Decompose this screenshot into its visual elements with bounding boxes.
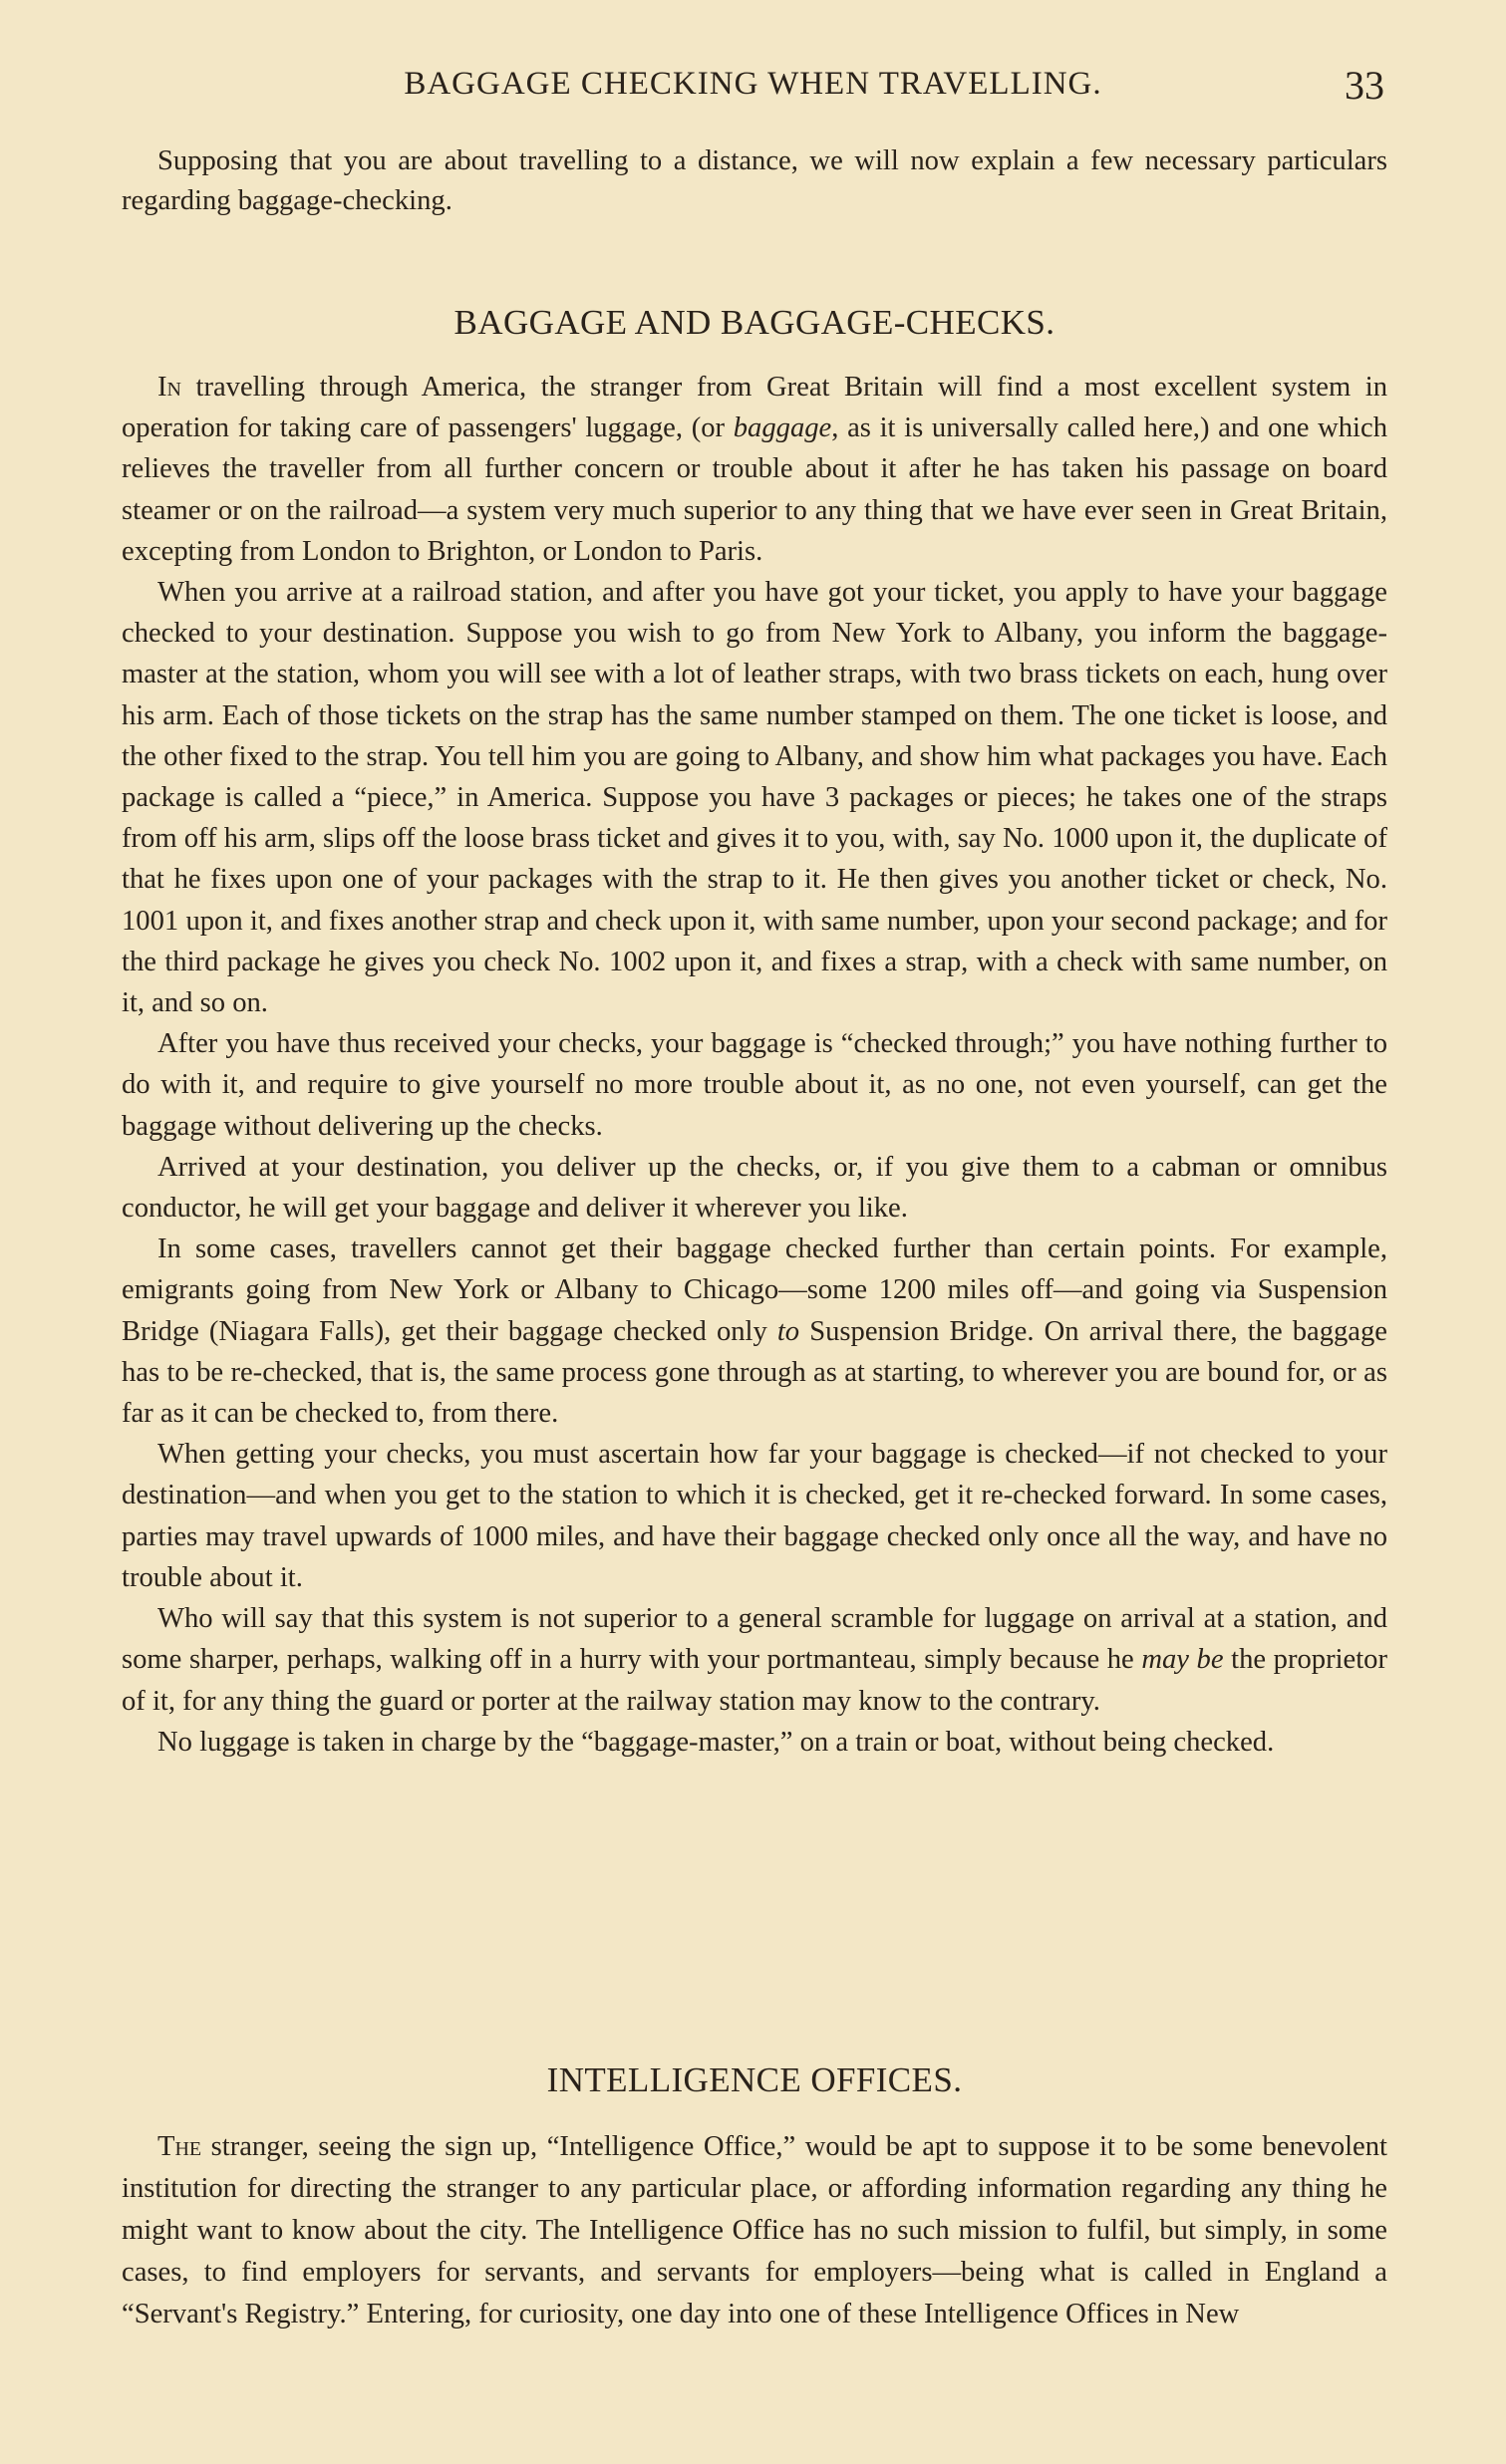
section-heading-baggage: BAGGAGE AND BAGGAGE-CHECKS. <box>453 303 1055 342</box>
page-number: 33 <box>1345 63 1384 108</box>
running-title: BAGGAGE CHECKING WHEN TRAVELLING. <box>404 66 1102 102</box>
section-heading-intelligence-offices: INTELLIGENCE OFFICES. <box>546 2060 963 2099</box>
intro-paragraph <box>122 141 1387 221</box>
paragraph: The stranger, seeing the sign up, “Intelligence Office,” would be apt to suppose it to be some benevolent institution for directing the stranger to any particular place, or affording information regarding any thing he might want to know about the city. The Intelligence Office has no such mission to fulfil, but simply, in some cases, to find employers for servants, and servants for employers—being what is called in England a “Servant's Registry.” Entering, for curiosity, one day into one of these Intelligence Offices in New <box>122 2131 1387 2329</box>
paragraph: After you have thus received your checks, your baggage is “checked through;” you have nothing further to do with it, and require to give yourself no more trouble about it, as no one, not even yourself, can get the baggage without delivering up the checks. <box>122 1028 1387 1142</box>
intro-text: Supposing that you are about travelling to a distance, we will now explain a few necessary particulars regarding baggage-checking. <box>122 145 1387 216</box>
paragraph: In travelling through America, the stranger from Great Britain will find a most excellent system in operation for taking care of passengers' luggage, (or baggage, as it is universally called here,) and one which relieves the traveller from all further concern or trouble about it after he has taken his passage on board steamer or on the railroad—a system very much superior to any thing that we have ever seen in Great Britain, excepting from London to Brighton, or London to Paris. <box>122 372 1387 567</box>
section-body-intelligence-offices <box>122 2126 1387 2335</box>
drop-lead-word: In <box>157 372 181 403</box>
paragraph: When getting your checks, you must ascertain how far your baggage is checked—if not checked to your destination—and when you get to the station to which it is checked, get it re-checked forward. In some cases, parties may travel upwards of 1000 miles, and have their baggage checked only once all the way, and have no trouble about it. <box>122 1439 1387 1593</box>
paragraph: When you arrive at a railroad station, and after you have got your ticket, you apply to have your baggage checked to your destination. Suppose you wish to go from New York to Albany, you inform the baggage-master at the station, whom you will see with a lot of leather straps, with two brass tickets on each, hung over his arm. Each of those tickets on the strap has the same number stamped on them. The one ticket is loose, and the other fixed to the strap. You tell him you are going to Albany, and show him what packages you have. Each package is called a “piece,” in America. Suppose you have 3 packages or pieces; he takes one of the straps from off his arm, slips off the loose brass ticket and gives it to you, with, say No. 1000 upon it, the duplicate of that he fixes upon one of your packages with the strap to it. He then gives you another ticket or check, No. 1001 upon it, and fixes another strap and check upon it, with same number, upon your second package; and for the third package he gives you check No. 1002 upon it, and fixes a strap, with a check with same number, on it, and so on. <box>122 577 1387 1019</box>
drop-lead-word: The <box>157 2131 202 2162</box>
section-body-baggage <box>122 367 1387 1763</box>
paragraph: No luggage is taken in charge by the “baggage-master,” on a train or boat, without being checked. <box>157 1726 1275 1758</box>
paragraph: Arrived at your destination, you deliver up the checks, or, if you give them to a cabman or omnibus conductor, he will get your baggage and deliver it wherever you like. <box>122 1151 1387 1225</box>
paragraph: Who will say that this system is not superior to a general scramble for luggage on arrival at a station, and some sharper, perhaps, walking off in a hurry with your portmanteau, simply because he may be the proprietor of it, for any thing the guard or porter at the railway station may know to the contrary. <box>122 1603 1387 1717</box>
running-head <box>122 63 1384 112</box>
paragraph: In some cases, travellers cannot get their baggage checked further than certain points. For example, emigrants going from New York or Albany to Chicago—some 1200 miles off—and going via Suspension Bridge (Niagara Falls), get their baggage checked only to Suspension Bridge. On arrival there, the baggage has to be re-checked, that is, the same process gone through as at starting, to wherever you are bound for, or as far as it can be checked to, from there. <box>122 1233 1387 1430</box>
